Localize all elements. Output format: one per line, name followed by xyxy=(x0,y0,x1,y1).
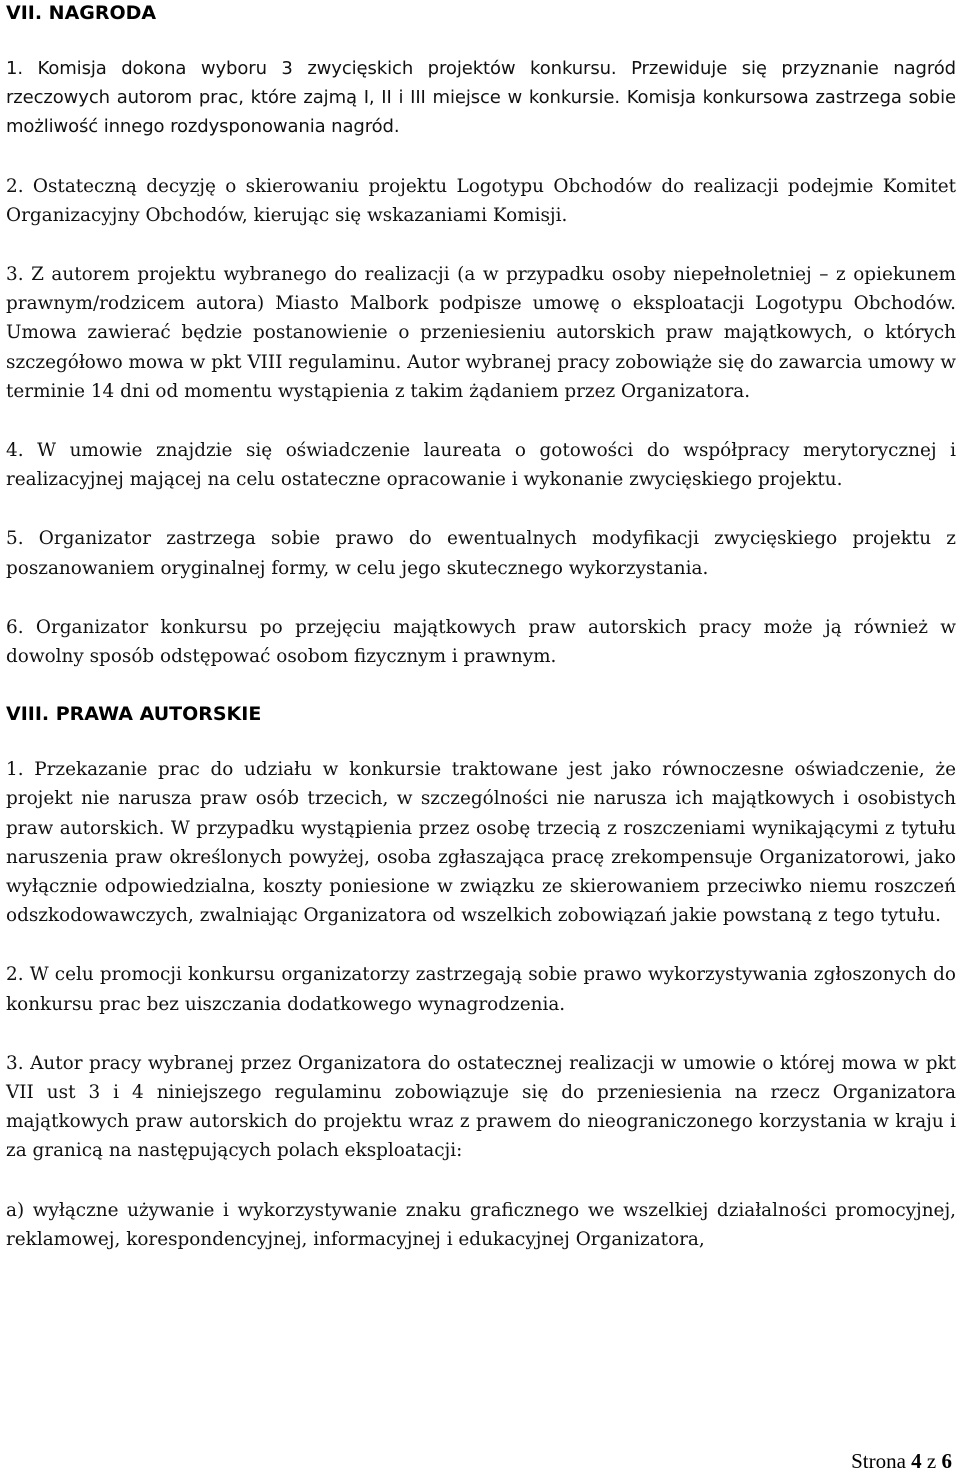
section-7-item-6: 6. Organizator konkursu po przejęciu majątkowych praw autorskich pracy może ją również w dowolny sposób odstępować osobom fizycznym i prawnym. xyxy=(6,616,956,668)
section-7-item-5: 5. Organizator zastrzega sobie prawo do ewentualnych modyfikacji zwycięskiego projektu z poszanowaniem oryginalnej formy, w celu jego skutecznego wykorzystania. xyxy=(6,528,956,579)
section-7-heading: VII. NAGRODA xyxy=(6,2,157,24)
page-number xyxy=(851,1448,952,1474)
section-8-heading: VIII. PRAWA AUTORSKIE xyxy=(6,703,262,726)
page-number-separator: z xyxy=(926,1449,937,1473)
document-page xyxy=(6,0,956,1284)
section-8-item-1: 1. Przekazanie prac do udziału w konkursie traktowane jest jako równoczesne oświadczenie, że projekt nie narusza praw osób trzecich, w szczególności nie narusza ich majątkowych i osobistych praw autorskich. W przypadku wystąpienia przez osobę trzecią z roszczeniami wynikającymi z tytułu naruszenia praw określonych powyżej, osoba zgłaszająca pracę zrekompensuje Organizatorowi, jako wyłącznie odpowiedzialna, koszty poniesione w związku ze skierowaniem przeciwko niemu roszczeń odszkodowawczych, zwalniając Organizatora od wszelkich zobowiązań jakie powstaną z tego tytułu. xyxy=(6,759,956,927)
page-number-total: 6 xyxy=(941,1449,952,1473)
section-7-item-4: 4. W umowie znajdzie się oświadczenie laureata o gotowości do współpracy merytorycznej i realizacyjnej mającej na celu ostateczne opracowanie i wykonanie zwycięskiego projektu. xyxy=(6,440,956,491)
section-8-item-a: a) wyłączne używanie i wykorzystywanie znaku graficznego we wszelkiej działalności promocyjnej, reklamowej, korespondencyjnej, informacyjnej i edukacyjnej Organizatora, xyxy=(6,1199,956,1250)
section-7-item-1: 1. Komisja dokona wyboru 3 zwycięskich projektów konkursu. Przewiduje się przyznanie nagród rzeczowych autorom prac, które zajmą I, II i III miejsce w konkursie. Komisja konkursowa zastrzega sobie możliwość innego rozdysponowania nagród. xyxy=(6,58,956,138)
page-number-prefix: Strona xyxy=(851,1449,906,1473)
section-7-item-2: 2. Ostateczną decyzję o skierowaniu projektu Logotypu Obchodów do realizacji podejmie Komitet Organizacyjny Obchodów, kierując się wskazaniami Komisji. xyxy=(6,175,956,226)
section-8-item-2: 2. W celu promocji konkursu organizatorzy zastrzegają sobie prawo wykorzystywania zgłoszonych do konkursu prac bez uiszczania dodatkowego wynagrodzenia. xyxy=(6,964,956,1015)
page-number-current: 4 xyxy=(911,1449,922,1473)
section-8-item-3: 3. Autor pracy wybranej przez Organizatora do ostatecznej realizacji w umowie o której mowa w pkt VII ust 3 i 4 niniejszego regulaminu zobowiązuje się do przeniesienia na rzecz Organizatora majątkowych praw autorskich do projektu wraz z prawem do nieograniczonego korzystania w kraju i za granicą na następujących polach eksploatacji: xyxy=(6,1052,956,1162)
section-7-item-3: 3. Z autorem projektu wybranego do realizacji (a w przypadku osoby niepełnoletniej – z opiekunem prawnym/rodzicem autora) Miasto Malbork podpisze umowę o eksploatacji Logotypu Obchodów. Umowa zawierać będzie postanowienie o przeniesieniu autorskich praw majątkowych, o których szczegółowo mowa w pkt VIII regulaminu. Autor wybranej pracy zobowiąże się do zawarcia umowy w terminie 14 dni od momentu wystąpienia z takim żądaniem przez Organizatora. xyxy=(6,264,956,402)
